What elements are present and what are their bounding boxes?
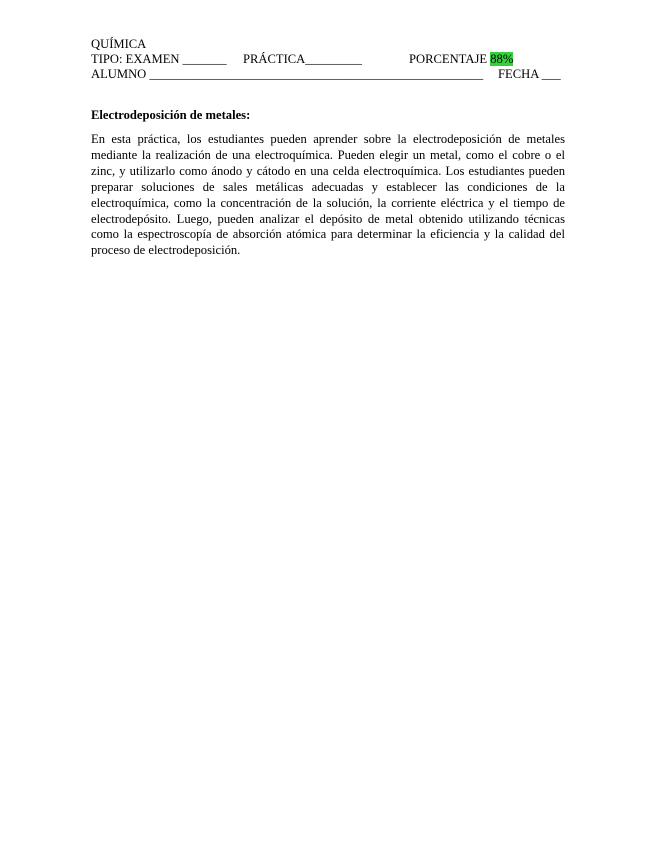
practica-field: PRÁCTICA_________ (243, 52, 362, 67)
section-title: Electrodeposición de metales: (91, 108, 251, 122)
subject-label: QUÍMICA (91, 37, 147, 51)
fecha-field: FECHA ___ (498, 67, 561, 82)
student-line (91, 67, 565, 82)
tipo-examen-field: TIPO: EXAMEN _______ (91, 52, 227, 67)
subject-line (91, 37, 565, 52)
document-header (91, 37, 565, 83)
section-paragraph: En esta práctica, los estudiantes pueden aprender sobre la electrodeposición de metales mediante la realización de una electroquímica. Pueden elegir un metal, como el cobre o el zinc, y utilizarlo como ánodo y cátodo en una celda electroquímica. Los estudiantes pueden preparar soluciones de sales metálicas adecuadas y establecer las condiciones de la electroquímica, como la concentración de la solución, la corriente eléctrica y el tiempo de electrodepósito. Luego, pueden analizar el depósito de metal obtenido utilizando técnicas como la espectroscopía de absorción atómica para determinar la eficiencia y la calidad del proceso de electrodeposición. (91, 132, 565, 258)
alumno-field: ALUMNO _____________________________________________________ (91, 67, 484, 82)
exam-info-line (91, 52, 565, 67)
porcentaje-field (409, 52, 513, 67)
porcentaje-label: PORCENTAJE (409, 52, 491, 67)
porcentaje-value: 88% (490, 52, 514, 67)
